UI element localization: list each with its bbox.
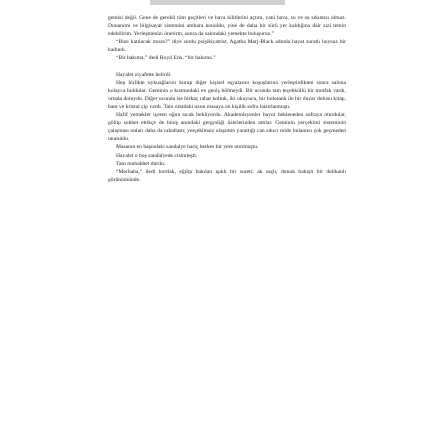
paragraph: Hayalet ziyafette belirdi. [116,71,172,78]
paragraph: Masanın en başındaki sandalye hariç herkes bir yere oturmuştu. [116,144,259,151]
top-edge-shadow [150,0,285,5]
paragraph: Hafif yemekler içeren oğun sıcak bekliyordu. Akademisyenler bayur bekleneden sofraya oturdular, gölüp sohbet ettikçe de biniş anındaki gergınliği üzerlerinden attılar. Geminin yerçekimi sisteminin çalışması onları daha da rahatlattı; yerçekimsiz ulaşımın yarattığı can sıkıcı mide bulantısı çok geçmeden unutuldu. [108,112,346,143]
paragraph: “Bir bakıma,” dedi Royd Eris, “bir bakıma.” [116,55,216,62]
paragraph: Tam muhabbet durdu. [116,160,166,167]
paragraph: Hayalet o boş sandalyede cisimleşti. [116,152,198,159]
paragraph: gemisi değil. Gene de gerekli tüm geçitleri ve hava kilitlerini açtım, yani hava, su ve su sıkıntısı olmaz. Donanımı ve bilgisayar sistemini ambara konuldu, yine de daha bir sürü yer kaldığına dair sizi temin edebilirim. Yerleşmenizi önerirm, sonra da salondaki yemekte buluşuruz.” [108,15,346,38]
paragraph: Hep birlikte uykuağlarını kurup diğer kişisel eşyalarını koşuşlarına yerleştirdikten sonra salona kolayca buldular. Geminin o kısmındaki en geniş bölmeydi. Bir ucunda tam teçehküllü bir mutfak vardı, ortada doluydu. Diğer ucunda ise birkaç rahat koltuk, iki okuyucu, bir holotank ile bir duvar dolusu kitap, bant ve kristal çip vardı. Tam ortadaki uzun masaya on kişilik sofra hazırlanmıştı. [108,79,346,110]
body-text [108,14,346,184]
paragraph: “Merhaba,” dedi hortlak, eğilip bakılan ışıklı bir sureti; ak saçlı, donuk bakışlı bir delikanlı görünümünde. [108,168,346,183]
paragraph: “Bize katılacak mısın?” diye sordu psişikiyatrist, Agatha Marj-Black adında hayat suratlı huysuz bir kadındı. [108,39,346,54]
